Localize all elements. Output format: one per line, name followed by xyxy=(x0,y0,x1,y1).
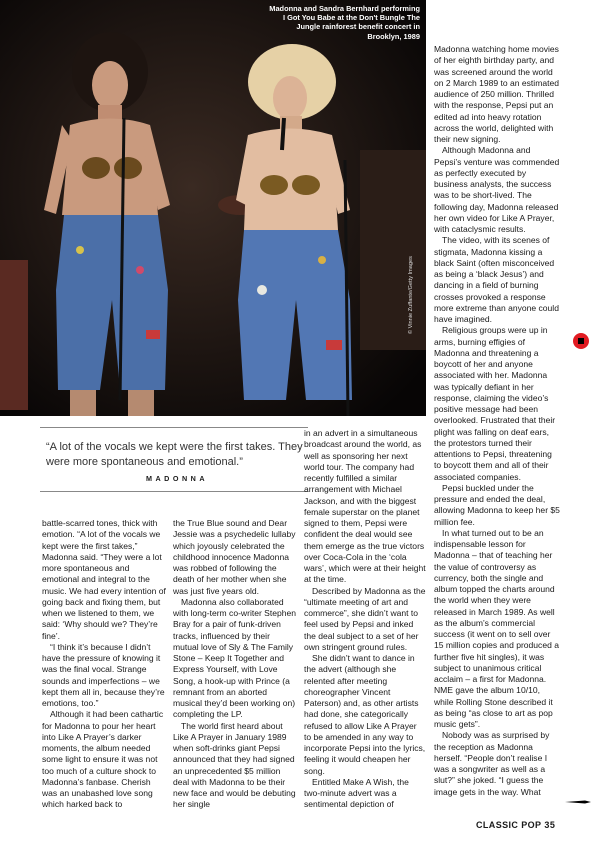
concert-photo xyxy=(0,0,426,416)
paragraph: Madonna also collaborated with long-term co-writer Stephen Bray for a pair of funk-driven tracks, influenced by their mutual love of Sly & The Family Stone – Keep It Together and Express Yourself, with Love Song, a hook-up with Prince (a remnant from an aborted musical they’d been working on) completing the LP. xyxy=(173,596,297,720)
photo-credit: © Vinnie Zuffante/Getty Images xyxy=(408,256,414,334)
paragraph: Religious groups were up in arms, burning effigies of Madonna and threatening a boycott of her and anyone associated with her. Madonna was typically defiant in her response, claiming the video’s positive message had been overlooked. Frustrated that their plight was falling on deaf ears, the protestors turned their attentions to Pepsi, threatening to boycott them and all of their associated companies. xyxy=(434,325,556,482)
pull-quote xyxy=(40,427,308,492)
paragraph: The world first heard about Like A Prayer in January 1989 when soft-drinks giant Pepsi announced that they had signed an unprecedented $5 million deal with Madonna to be their new face and would be debuting her single xyxy=(173,720,296,810)
magazine-name: CLASSIC POP xyxy=(476,820,542,830)
paragraph: in an advert in a simultaneous broadcast around the world, as well as sponsoring her next world tour. The company had recently fulfilled a similar arrangement with Michael Jackson, and with the biggest female superstar on the planet signed to them, Pepsi were confident the deal would see them emerge as the true victors over Coca-Cola in the ‘cola wars’, which were at their height at the time. xyxy=(304,428,426,585)
paragraph: Madonna watching home movies of her eighth birthday party, and was screened around the world on 2 March 1989 to an estimated audience of 250 million. Thrilled with the response, Pepsi put an edited ad into heavy rotation across the world, delighted with their new signing. xyxy=(434,44,559,144)
paragraph: battle-scarred tones, thick with emotion. “A lot of the vocals we kept were the first takes,” Madonna said. “They were a lot more spontaneous and emotional and integral to the music. We had every intention of going back and fixing them, but when we listened to them, we said: ‘Why should we? They’re fine’. xyxy=(42,518,166,641)
paragraph: Entitled Make A Wish, the two-minute advert was a sentimental depiction of xyxy=(304,776,409,810)
paragraph: Although it had been cathartic for Madonna to pour her heart into Like A Prayer’s darker moments, the album needed some light to ensure it was not too much of a culture shock to Madonna’s fanbase. Cherish was an unabashed love song which harked back to xyxy=(42,709,164,810)
paragraph: “I think it’s because I didn’t have the pressure of knowing it was the final vocal. Strange sounds and imperfections – we kept them all in, because they’re emotions, too.” xyxy=(42,641,165,708)
article-column-2 xyxy=(173,518,297,811)
paragraph: Pepsi buckled under the pressure and ended the deal, allowing Madonna to keep her $5 million fee. xyxy=(434,482,560,527)
paragraph: She didn’t want to dance in the advert (although she relented after meeting choreographer Vincent Paterson) and, as other artists had done, she categorically refused to allow Like A Prayer to be amended in any way to incorporate Pepsi into the lyrics, feeling it would cheapen her song. xyxy=(304,653,426,776)
paragraph: the True Blue sound and Dear Jessie was a psychedelic lullaby which joyously celebrated the childhood innocence Madonna was robbed of following the death of her mother when she was just five years old. xyxy=(173,518,296,596)
paragraph: Described by Madonna as the “ultimate meeting of art and commerce”, she didn’t want to feel used by Pepsi and inked the deal subject to a set of her own stringent ground rules. xyxy=(304,585,426,652)
paragraph: In what turned out to be an indispensable lesson for Madonna – that of teaching her the value of controversy as currency, both the single and album topped the charts around the world when they were released in March 1989. As well as the album’s commercial success (it went on to sell over 15 million copies and produced a further five hit singles), it was subject to unanimous critical acclaim – a first for Madonna. NME gave the album 10/10, while Rolling Stone described it as being “as close to art as pop music gets”. xyxy=(434,527,559,729)
pull-quote-attribution: MADONNA xyxy=(145,474,209,483)
photo-caption: Madonna and Sandra Bernhard performing I Got You Babe at the Don't Bungle The Jungle rainforest benefit concert in Brooklyn, 1989 xyxy=(269,4,420,41)
paragraph: Nobody was as surprised by the reception as Madonna herself. “People don’t realise I was a songwriter as well as a slut?” she joked. “I guess the image gets in the way. What xyxy=(434,730,550,797)
section-marker-icon xyxy=(573,333,589,349)
page-folio xyxy=(476,820,555,830)
paragraph: The video, with its scenes of stigmata, Madonna kissing a black Saint (often misconceived as being a ‘black Jesus’) and dancing in a field of burning crosses provoked a response more extreme than anyone could have imagined. xyxy=(434,235,559,324)
article-column-1 xyxy=(42,518,166,811)
paragraph: Although Madonna and Pepsi’s venture was commended as perfectly executed by business analysts, the success was to be short-lived. The following day, Madonna released her own video for Like A Prayer, with cataclysmic results. xyxy=(434,145,560,234)
performers-illustration xyxy=(0,0,426,416)
page-number: 35 xyxy=(544,820,556,830)
article-column-4 xyxy=(434,44,560,798)
pull-quote-text: “A lot of the vocals we kept were the first takes. They were more spontaneous and emotional.” xyxy=(46,441,303,468)
continue-arrow-icon xyxy=(565,799,591,805)
article-column-3 xyxy=(304,428,426,811)
